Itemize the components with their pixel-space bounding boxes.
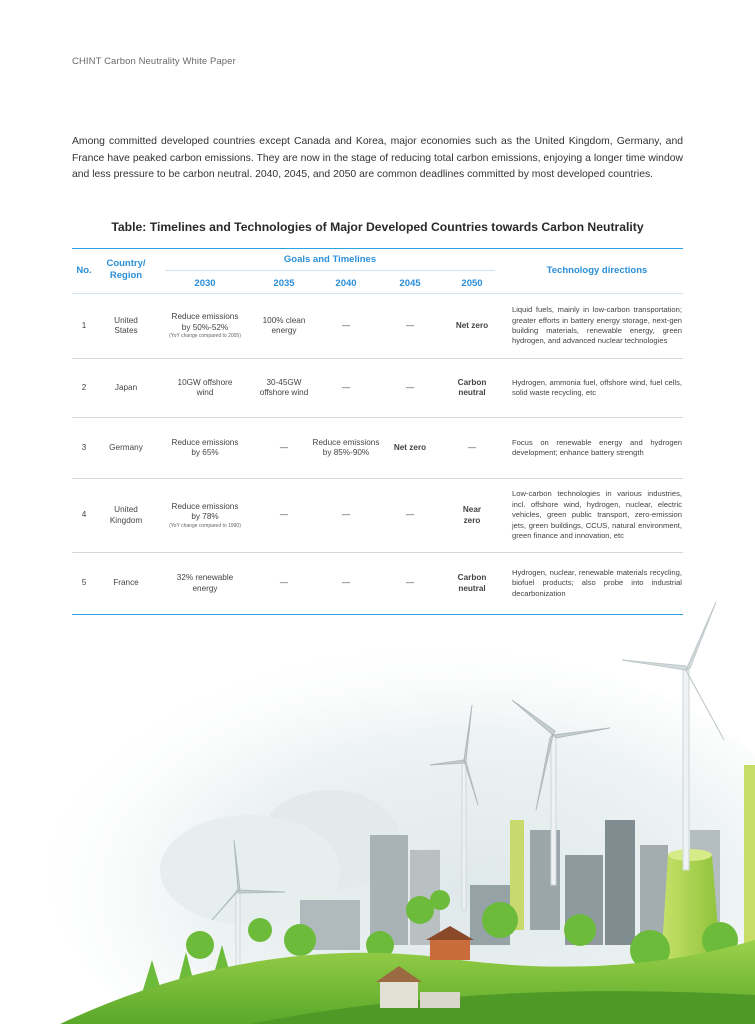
row-tech (512, 479, 682, 552)
row-no: 3 (81, 442, 87, 452)
goal-2050-text: Carbon neutral (457, 573, 487, 593)
row-2050 (444, 359, 500, 417)
row-country: Japan (114, 382, 138, 392)
row-no: 4 (81, 510, 87, 520)
table-row (72, 479, 683, 553)
row-2040: — (341, 320, 351, 330)
row-country: United Kingdom (109, 505, 143, 525)
header-tech: Technology directions (546, 265, 648, 276)
row-2040: — (341, 382, 351, 392)
table-row (72, 359, 683, 418)
goal-2030-text: 32% renewable energy (176, 573, 234, 593)
goal-2050-text: Near zero (462, 505, 482, 525)
goal-2035-text: 30-45GW offshore wind (259, 377, 309, 397)
goals-divider (165, 270, 495, 271)
tech-text: Focus on renewable energy and hydrogen development; enhance battery strength (512, 437, 682, 457)
intro-paragraph: Among committed developed countries except Canada and Korea, major economies such as the United Kingdom, Germany, and France have peaked carbon emissions. They are now in the stage of reducing total carbon emissions, enjoying a longer time window and less pressure to be carbon neutral. 2040, 2045, and 2050 are common deadlines committed by most developed countries. (72, 136, 683, 181)
header-2050: 2050 (461, 278, 483, 289)
row-2045: — (405, 510, 415, 520)
goal-2030-text: Reduce emissions by 78% (171, 501, 239, 521)
tech-text: Hydrogen, ammonia fuel, offshore wind, fuel cells, solid waste recycling, etc (512, 377, 682, 397)
row-2030 (165, 418, 245, 478)
goal-2050-text: Carbon neutral (457, 377, 487, 397)
row-2050: Net zero (455, 320, 489, 330)
table-title: Table: Timelines and Technologies of Major Developed Countries towards Carbon Neutrality (111, 220, 644, 234)
row-2035: — (279, 510, 289, 520)
header-2030: 2030 (194, 278, 216, 289)
row-2040: — (341, 578, 351, 588)
row-country: Germany (109, 442, 143, 452)
header-no: No. (76, 265, 92, 276)
table-row (72, 418, 683, 479)
row-2035 (252, 294, 316, 358)
row-2040: — (341, 510, 351, 520)
goal-2030-note: (YoY change compared to 2005) (169, 333, 241, 339)
goal-2030-text: 10GW offshore wind (177, 377, 233, 397)
row-no: 2 (81, 382, 87, 392)
row-2030 (165, 479, 245, 552)
row-2030 (165, 294, 245, 358)
row-2045: — (405, 578, 415, 588)
row-2030 (165, 359, 245, 417)
row-tech (512, 418, 682, 478)
row-2045: Net zero (393, 442, 427, 452)
row-2050: — (467, 442, 477, 452)
wind-city-illustration (0, 600, 755, 1024)
row-tech (512, 359, 682, 417)
table-row (72, 294, 683, 359)
goal-2030-note: (YoY change compared to 1990) (169, 522, 241, 529)
table-header (72, 249, 683, 294)
row-2050 (444, 479, 500, 552)
goal-2035-text: 100% clean energy (262, 315, 306, 335)
tech-text: Liquid fuels, mainly in low-carbon transportation; greater efforts in battery energy storage, next-gen building materials, renewable energy, green hydrogen, and advanced nuclear technologies (512, 305, 682, 346)
carbon-neutrality-table (72, 248, 683, 615)
header-country: Country/ Region (106, 258, 146, 281)
goal-2040-text: Reduce emissions by 85%-90% (312, 437, 380, 457)
header-2040: 2040 (335, 278, 357, 289)
row-2035: — (279, 442, 289, 452)
row-2045: — (405, 320, 415, 330)
row-country: United States (114, 315, 138, 335)
row-2035 (252, 359, 316, 417)
running-header: CHINT Carbon Neutrality White Paper (72, 56, 236, 67)
tech-text: Low-carbon technologies in various industries, incl. offshore wind, hydrogen, nuclear, electric vehicles, green public transport, zero-emission jets, green buildings, CCUS, natural environment, green finance and innovation, etc (512, 489, 682, 541)
row-tech (512, 294, 682, 358)
header-2035: 2035 (273, 278, 295, 289)
header-goals: Goals and Timelines (283, 254, 377, 265)
goal-2030-text: Reduce emissions by 65% (171, 437, 239, 457)
row-no: 1 (81, 320, 87, 330)
tech-text: Hydrogen, nuclear, renewable materials recycling, biofuel products; also probe into industrial decarbonization (512, 567, 682, 598)
row-2040 (310, 418, 382, 478)
row-country: France (113, 578, 139, 588)
header-2045: 2045 (399, 278, 421, 289)
goal-2030-text: Reduce emissions by 50%-52% (171, 312, 239, 332)
row-no: 5 (81, 578, 87, 588)
row-2035: — (279, 578, 289, 588)
row-2045: — (405, 382, 415, 392)
